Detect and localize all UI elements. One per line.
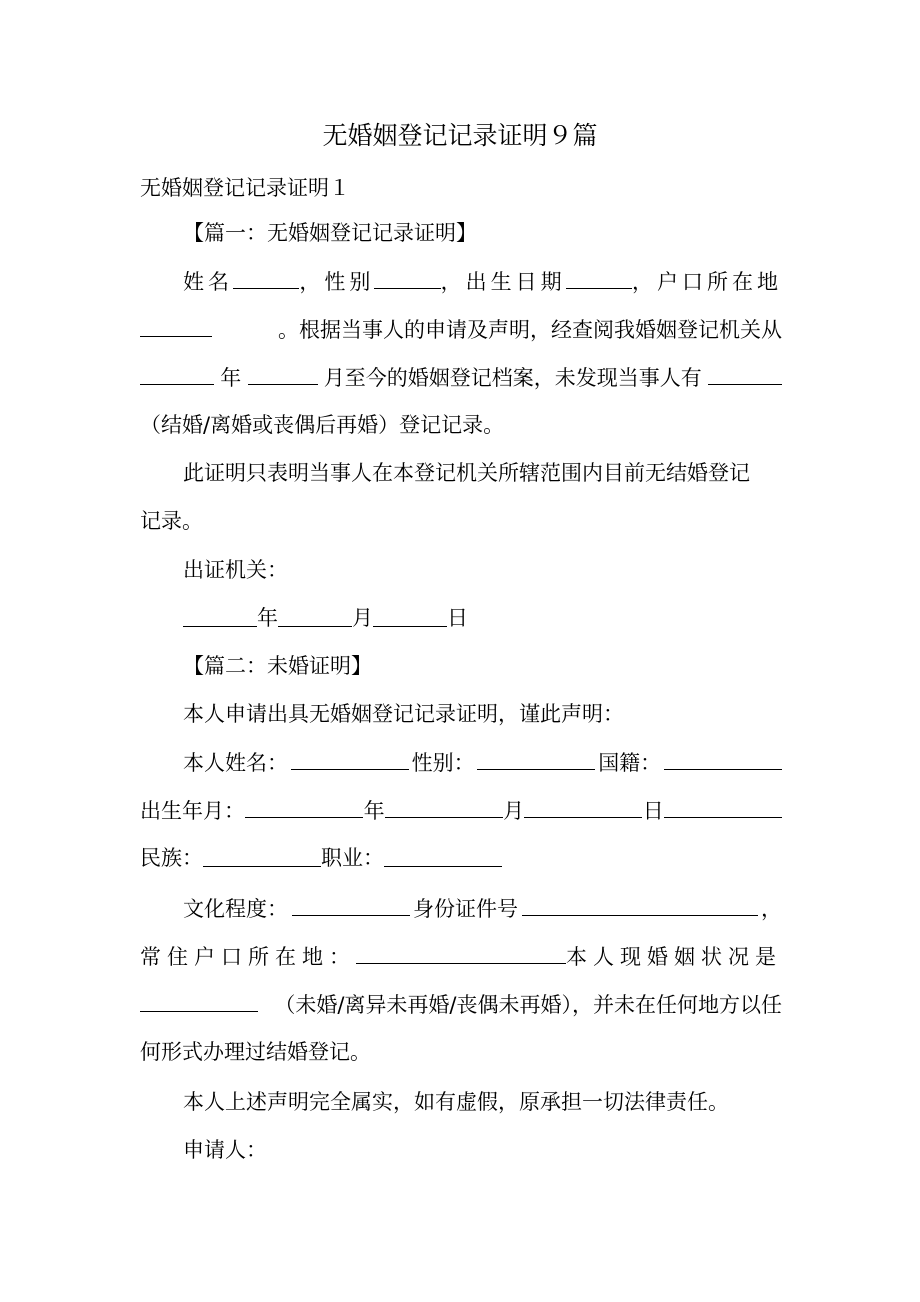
from-year-blank[interactable] (140, 362, 214, 385)
marital-options: （未婚/离异未再婚/丧偶未再婚），并未在任何地方以任 (274, 993, 782, 1017)
text-line3: 月至今的婚姻登记档案，未发现当事人有 (323, 366, 702, 390)
record-type-blank[interactable] (708, 362, 782, 385)
section1-line2 (140, 314, 782, 344)
from-month-blank[interactable] (248, 362, 318, 385)
section2-line-ethnicity (140, 843, 782, 873)
label-birth: 出生年月： (140, 799, 245, 823)
gender-field[interactable] (477, 747, 595, 770)
label-gender: 性别： (411, 751, 475, 775)
label-name: 本人姓名： (183, 751, 288, 775)
label-residence: 常住户口所在地： (140, 945, 356, 969)
document-title: 无婚姻登记记录证明９篇 (322, 121, 598, 150)
label-birthdate: ，出生日期 (440, 270, 566, 294)
ethnicity-field[interactable] (203, 844, 321, 867)
label-id-number: 身份证件号 (413, 897, 518, 921)
label-residence: ，户口所在地 (631, 270, 782, 294)
nationality-field[interactable] (664, 747, 782, 770)
applicant-label: 申请人： (183, 1138, 267, 1162)
section1-para2-line1: 此证明只表明当事人在本登记机关所辖范围内目前无结婚登记 (183, 461, 750, 485)
occupation-field[interactable] (384, 844, 502, 867)
education-field[interactable] (292, 893, 410, 916)
birthdate-blank[interactable] (566, 266, 632, 289)
section1-line3 (140, 362, 782, 392)
issue-day-blank[interactable] (373, 604, 447, 627)
name-field[interactable] (291, 747, 409, 770)
label-year: 年 (257, 606, 278, 630)
section2-line-residence (140, 941, 782, 971)
label-month: 月 (503, 799, 525, 823)
birth-year-field[interactable] (245, 795, 363, 818)
declaration: 本人上述声明完全属实，如有虚假，原承担一切法律责任。 (183, 1090, 729, 1114)
label-name: 姓名 (183, 270, 233, 294)
section1-line4: （结婚/离婚或丧偶后再婚）登记记录。 (140, 413, 505, 437)
section2-line-name (183, 747, 782, 777)
issuer-label: 出证机关： (183, 558, 288, 582)
gender-blank[interactable] (374, 266, 440, 289)
section2-line-education (183, 893, 782, 923)
section1-para2-line2: 记录。 (140, 509, 203, 533)
label-occupation: 职业： (321, 846, 384, 870)
section1-line1 (183, 266, 782, 296)
birth-month-field[interactable] (385, 795, 503, 818)
section2-intro: 本人申请出具无婚姻登记记录证明，谨此声明： (183, 702, 624, 726)
section1-date-line (183, 603, 782, 633)
birth-extra-field[interactable] (664, 795, 782, 818)
label-month: 月 (352, 606, 373, 630)
label-nationality: 国籍： (598, 751, 662, 775)
label-gender: ，性别 (299, 270, 375, 294)
label-day: 日 (642, 799, 664, 823)
residence-field[interactable] (356, 941, 566, 964)
section2-line-birth (140, 795, 782, 825)
section2-heading: 【篇二：未婚证明】 (183, 654, 372, 678)
label-ethnicity: 民族： (140, 846, 203, 870)
label-year: 年 (220, 366, 242, 390)
section1-heading: 【篇一：无婚姻登记记录证明】 (183, 221, 477, 245)
label-year: 年 (363, 799, 385, 823)
label-day: 日 (447, 606, 468, 630)
marital-status-field[interactable] (140, 989, 258, 1012)
id-number-field[interactable] (522, 893, 758, 916)
label-marital-status: 本人现婚姻状况是 (566, 945, 782, 969)
text-line2: 。根据当事人的申请及声明，经查阅我婚姻登记机关从 (278, 318, 782, 342)
label-education: 文化程度： (183, 897, 288, 921)
issue-month-blank[interactable] (278, 604, 352, 627)
name-blank[interactable] (233, 266, 299, 289)
residence-blank[interactable] (140, 314, 212, 337)
birth-day-field[interactable] (524, 795, 642, 818)
subtitle: 无婚姻登记记录证明１ (140, 176, 350, 200)
issue-year-blank[interactable] (183, 604, 257, 627)
section2-line-options2: 何形式办理过结婚登记。 (140, 1040, 371, 1064)
section2-line-options (140, 989, 782, 1019)
comma: ， (761, 897, 782, 921)
